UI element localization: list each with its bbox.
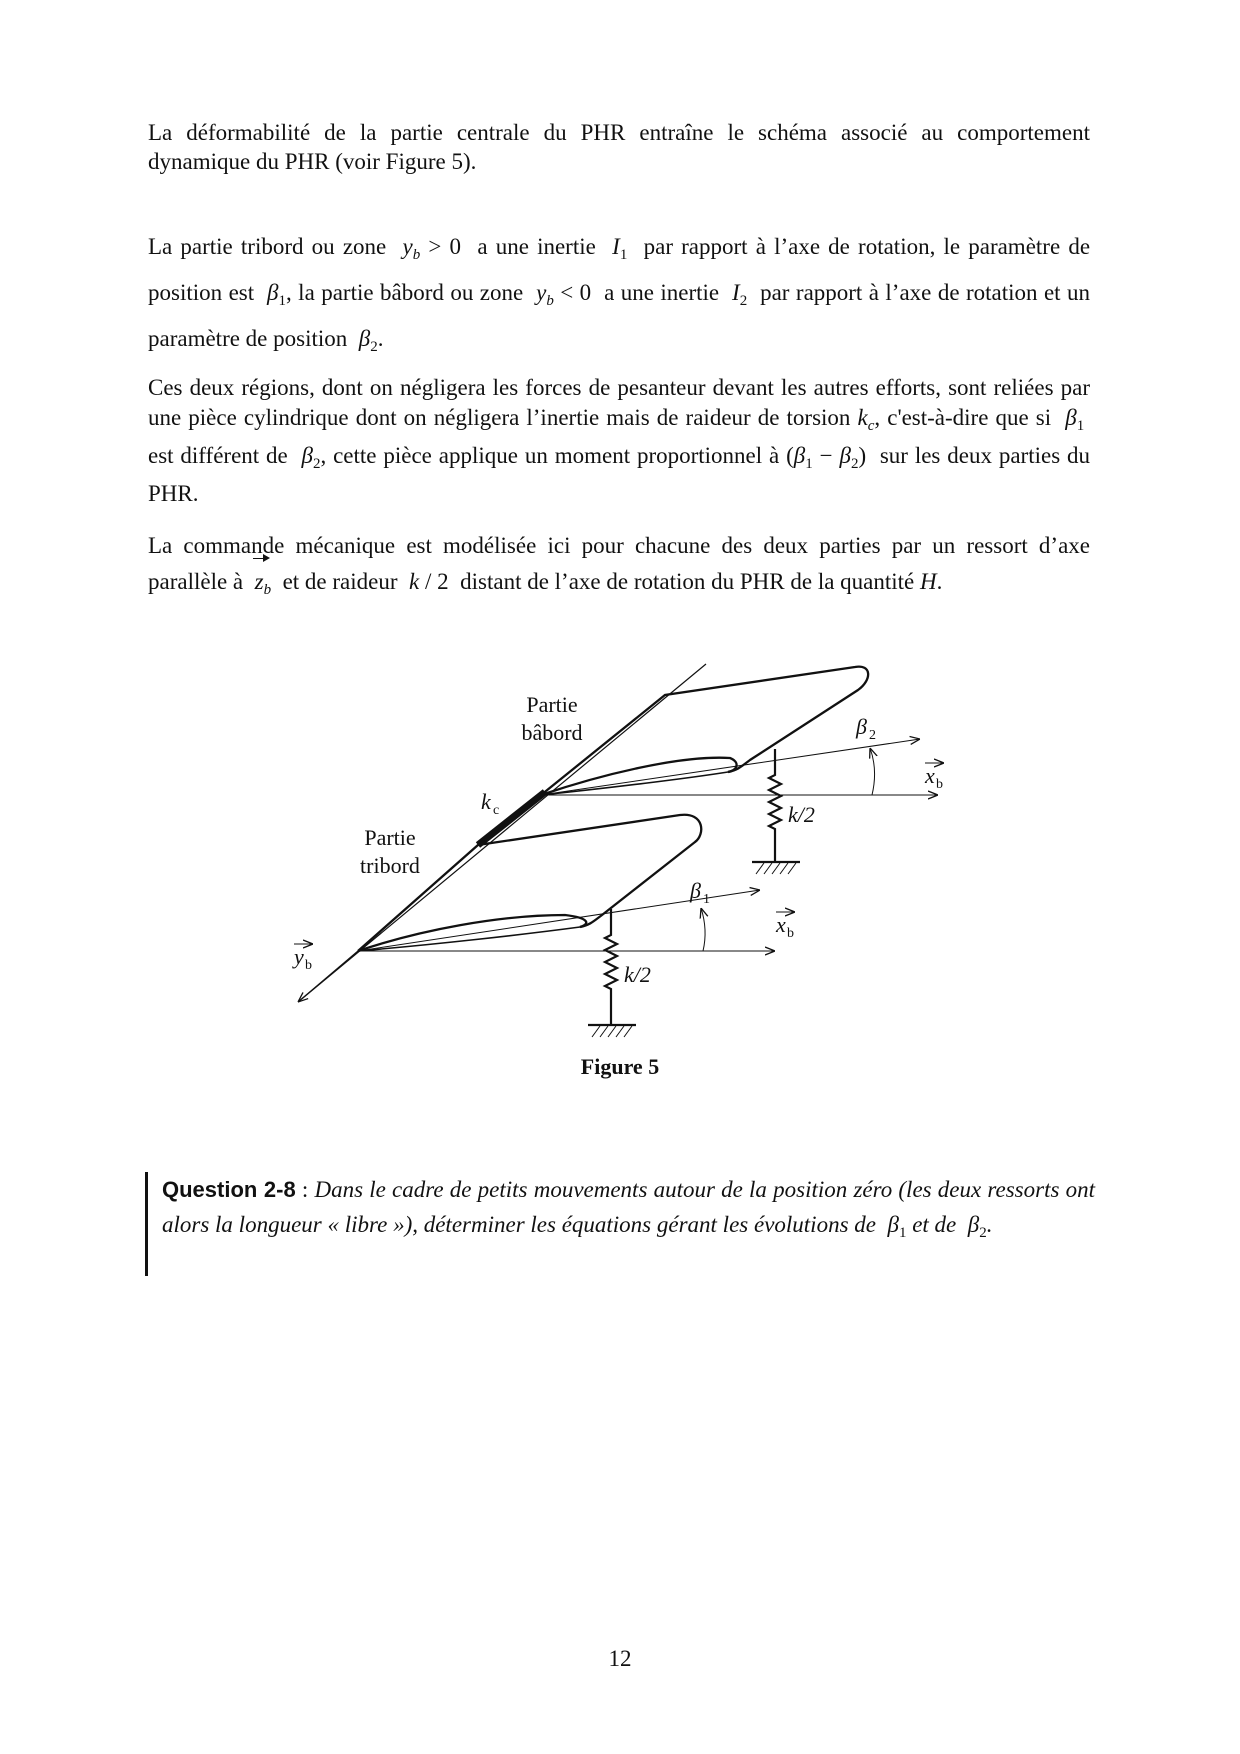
- math-I1: $I_1$: [612, 234, 628, 263]
- text: La commande mécanique est modélisée ici pour chacune des deux parties par un ressort d’axe parallèle à: [148, 533, 1090, 594]
- text: par rapport à l’axe de rotation et un paramètre de position: [148, 280, 1091, 351]
- paragraph-command: [148, 528, 1090, 608]
- math-beta1: $\beta_1$: [887, 1212, 907, 1241]
- question-text: [162, 1172, 1095, 1251]
- math-beta2: $\beta_2$: [967, 1212, 987, 1241]
- label-beta2: β: [856, 714, 867, 739]
- math-k-over-2: k / 2: [409, 569, 449, 594]
- label-yb: y: [294, 944, 304, 969]
- math-beta2: $\beta_2$: [301, 443, 321, 472]
- figure-caption: Figure 5: [580, 1054, 660, 1079]
- question-label: Question 2-8: [162, 1177, 296, 1202]
- math-beta-difference: $(\beta_1 - \beta_2)$: [786, 443, 867, 472]
- question-colon: :: [295, 1177, 315, 1202]
- text: et de raideur: [282, 569, 398, 594]
- paragraph-intro: La déformabilité de la partie centrale du PHR entraîne le schéma associé au comportement dynamique du PHR (voir Figure 5).: [148, 120, 1090, 174]
- label-partie-babord-1: Partie: [526, 692, 578, 717]
- math-yb: $y_b > 0$: [402, 234, 462, 263]
- label-beta1: β: [690, 878, 701, 903]
- math-beta1: $\beta_1$: [267, 280, 286, 309]
- text: sur les deux parties du PHR.: [148, 443, 1091, 506]
- label-xb-lower: x: [776, 912, 786, 937]
- beta2-angle-arc: [870, 748, 875, 795]
- label-kc: k: [481, 789, 491, 814]
- math-yb: $y_b < 0$: [536, 280, 592, 309]
- text: Ces deux régions, dont on négligera les forces de pesanteur devant les autres efforts, sont reliées par une pièce cylindrique dont on négligera l’inertie mais de raideur de torsion: [148, 375, 1090, 430]
- label-partie-tribord-2: tribord: [360, 853, 420, 878]
- babord-chord-line: [541, 739, 920, 795]
- label-xb-lower-sub: b: [787, 926, 794, 941]
- text: .: [377, 326, 384, 351]
- paragraph-inertia: [148, 228, 1090, 366]
- tribord-airfoil-lower: [358, 927, 580, 951]
- text: et de: [912, 1212, 957, 1237]
- text: .: [936, 569, 943, 594]
- math-beta2: $\beta_2$: [358, 326, 378, 355]
- label-spring-upper: k/2: [788, 802, 815, 827]
- text: par rapport à l’axe de rotation, le paramètre de position est: [148, 234, 1091, 305]
- math-H: H: [920, 569, 937, 594]
- label-partie-babord-2: bâbord: [521, 720, 583, 745]
- math-I2: $I_2$: [732, 280, 748, 309]
- text: est différent de: [148, 443, 288, 468]
- text: a une inertie: [604, 280, 720, 305]
- text: distant de l’axe de rotation du PHR de la quantité: [460, 569, 915, 594]
- text: .: [986, 1212, 993, 1237]
- text: a une inertie: [477, 234, 596, 259]
- text: La partie tribord ou zone: [148, 234, 387, 259]
- figure-5-diagram: [270, 650, 970, 1050]
- math-zb-vector: $z_b$: [255, 569, 271, 594]
- math-beta1: $\beta_1$: [1065, 405, 1085, 434]
- label-beta1-sub: 1: [703, 892, 710, 907]
- text: , la partie bâbord ou zone: [285, 280, 524, 305]
- paragraph-regions: [148, 373, 1090, 509]
- label-spring-lower: k/2: [624, 962, 651, 987]
- label-xb-upper: x: [925, 763, 935, 788]
- label-xb-upper-sub: b: [936, 777, 943, 792]
- beta1-angle-arc: [701, 908, 705, 951]
- text: , cette pièce applique un moment proportionnel à: [320, 443, 780, 468]
- label-partie-tribord-1: Partie: [364, 825, 416, 850]
- text: Dans le cadre de petits mouvements autour de la position zéro (les deux ressorts ont alors la longueur « libre »), déterminer les équations gérant les évolutions de: [162, 1177, 1096, 1237]
- math-kc: $k_c$: [857, 405, 875, 434]
- page-number: 12: [608, 1646, 632, 1671]
- text: , c'est-à-dire que si: [874, 405, 1052, 430]
- babord-airfoil-lower: [541, 772, 728, 795]
- question-box: [145, 1172, 1095, 1276]
- label-yb-sub: b: [305, 958, 312, 973]
- label-kc-sub: c: [493, 803, 500, 818]
- label-beta2-sub: 2: [869, 728, 876, 743]
